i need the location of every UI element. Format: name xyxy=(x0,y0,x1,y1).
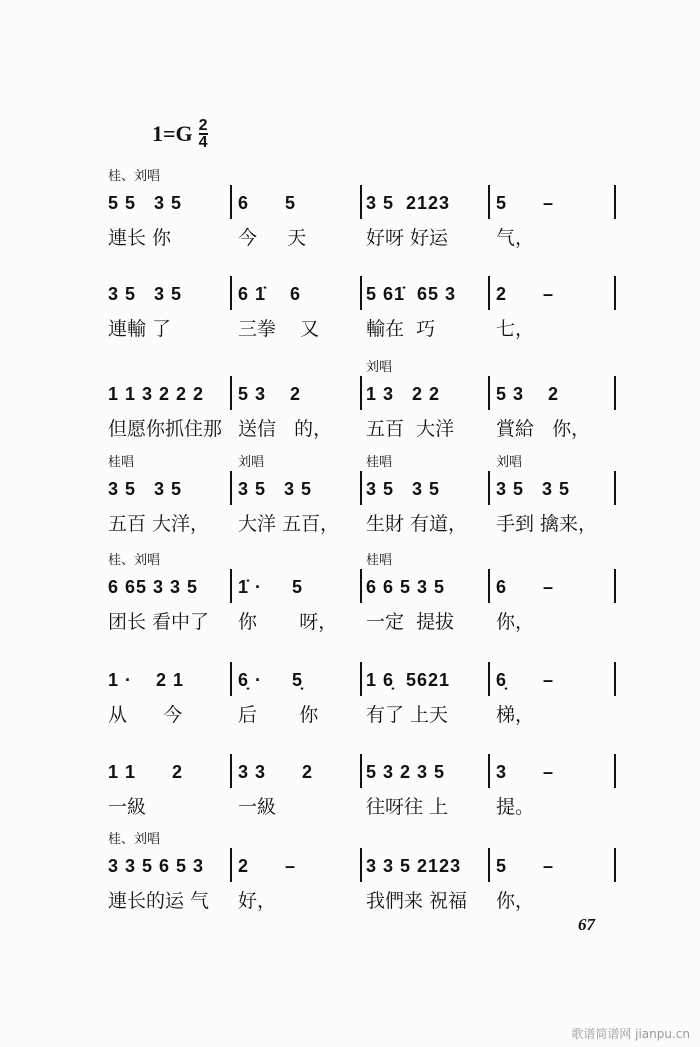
measure-notes: 6 1̇ 6 xyxy=(238,284,302,304)
measure-lyrics: 連长的运 气 xyxy=(108,890,210,912)
barline xyxy=(614,662,616,696)
measure-lyrics: 賞給 你， xyxy=(496,418,591,440)
measure xyxy=(108,284,232,344)
measure xyxy=(496,577,620,637)
measure-notes: 1 6̣ 5621 xyxy=(366,670,451,690)
score-row xyxy=(108,832,628,916)
measure xyxy=(366,193,490,253)
score-row xyxy=(108,670,628,730)
barline xyxy=(230,276,232,310)
measure-notes: 1 1 2 xyxy=(108,762,184,782)
measure-lyrics: 送信 的， xyxy=(238,418,333,440)
measure-lyrics: 輸在 巧 xyxy=(366,318,436,340)
barline xyxy=(614,276,616,310)
measure-lyrics: 团长 看中了 xyxy=(108,611,210,633)
measure-notes: 6 65 3 3 5 xyxy=(108,577,199,597)
measure-notes: 3 5 3 5 xyxy=(496,479,571,499)
measure-notes: 5 3 2 xyxy=(496,384,560,404)
barline xyxy=(614,471,616,505)
measure-lyrics: 五百 大洋， xyxy=(108,513,210,535)
time-signature xyxy=(199,118,208,150)
measure xyxy=(108,577,232,637)
measure-lyrics: 一級 xyxy=(238,796,277,818)
measure-lyrics: 梯， xyxy=(496,704,535,726)
measure-notes: 3 3 2 xyxy=(238,762,314,782)
barline xyxy=(488,754,490,788)
measure-lyrics: 七， xyxy=(496,318,535,340)
barline xyxy=(360,471,362,505)
measure xyxy=(238,762,362,822)
barline xyxy=(488,848,490,882)
barline xyxy=(230,569,232,603)
measure-lyrics: 好呀 好运 xyxy=(366,227,449,249)
measure-notes: 5 61̇ 65 3 xyxy=(366,284,457,304)
measure xyxy=(366,762,490,822)
measure-notes: 1 3 2 2 xyxy=(366,384,441,404)
measure xyxy=(366,479,490,539)
measure-lyrics: 一定 提拔 xyxy=(366,611,455,633)
measure-lyrics: 气， xyxy=(496,227,535,249)
measure-notes: 1 1 3 2 2 2 xyxy=(108,384,205,404)
measure-notes: 3 5 3 5 xyxy=(238,479,313,499)
time-bottom: 4 xyxy=(198,134,208,151)
measure xyxy=(366,284,490,344)
score-row xyxy=(108,169,628,253)
barline xyxy=(488,569,490,603)
barline xyxy=(230,376,232,410)
barline xyxy=(488,662,490,696)
measure-lyrics: 后 你 xyxy=(238,704,319,726)
score-row xyxy=(108,455,628,539)
singer-label: 桂、刘唱 xyxy=(108,832,161,847)
barline xyxy=(230,185,232,219)
measure xyxy=(238,856,362,916)
barline xyxy=(488,276,490,310)
singer-label: 刘唱 xyxy=(238,455,265,470)
measure xyxy=(496,479,620,539)
measure-lyrics: 你 呀， xyxy=(238,611,338,633)
measure-lyrics: 生財 有道， xyxy=(366,513,468,535)
measure xyxy=(108,384,232,444)
measure xyxy=(366,670,490,730)
measure-lyrics: 三拳 又 xyxy=(238,318,320,340)
page-number: 67 xyxy=(578,915,595,934)
singer-label: 桂、刘唱 xyxy=(108,169,161,184)
singer-label: 桂唱 xyxy=(108,455,135,470)
measure xyxy=(108,762,232,822)
measure xyxy=(496,856,620,916)
key-signature xyxy=(152,118,208,150)
measure-lyrics: 大洋 五百， xyxy=(238,513,340,535)
measure xyxy=(496,193,620,253)
barline xyxy=(230,848,232,882)
measure xyxy=(366,856,490,916)
measure-notes: 6 6 5 3 5 xyxy=(366,577,446,597)
measure-notes: 3 – xyxy=(496,762,555,782)
measure-notes: 5 – xyxy=(496,856,555,876)
measure-notes: 6̣ · 5̣ xyxy=(238,670,304,690)
barline xyxy=(614,754,616,788)
measure xyxy=(496,284,620,344)
measure-lyrics: 好， xyxy=(238,890,277,912)
measure-notes: 1̇ · 5 xyxy=(238,577,304,597)
barline xyxy=(360,185,362,219)
singer-label: 桂唱 xyxy=(366,553,393,568)
measure-notes: 2 – xyxy=(496,284,555,304)
barline xyxy=(488,471,490,505)
score-row xyxy=(108,762,628,822)
singer-label: 刘唱 xyxy=(366,360,393,375)
measure-notes: 3 5 3 5 xyxy=(366,479,441,499)
measure-lyrics: 手到 擒来， xyxy=(496,513,598,535)
measure-lyrics: 連长 你 xyxy=(108,227,172,249)
measure xyxy=(496,762,620,822)
measure xyxy=(238,479,362,539)
barline xyxy=(360,662,362,696)
measure xyxy=(108,479,232,539)
measure-lyrics: 我們来 祝福 xyxy=(366,890,468,912)
measure xyxy=(366,577,490,637)
barline xyxy=(360,276,362,310)
measure-notes: 6 5 xyxy=(238,193,297,213)
measure-lyrics: 五百 大洋 xyxy=(366,418,455,440)
watermark: 歌谱简谱网 jianpu.cn xyxy=(571,1027,690,1041)
barline xyxy=(488,376,490,410)
barline xyxy=(360,754,362,788)
score-row xyxy=(108,553,628,637)
barline xyxy=(360,848,362,882)
measure-lyrics: 你， xyxy=(496,890,535,912)
measure-lyrics: 往呀往 上 xyxy=(366,796,449,818)
time-top: 2 xyxy=(198,117,208,134)
measure xyxy=(238,384,362,444)
measure-notes: 2 – xyxy=(238,856,297,876)
score-row xyxy=(108,284,628,344)
measure-notes: 3 5 2123 xyxy=(366,193,451,213)
measure xyxy=(496,670,620,730)
measure-notes: 3 5 3 5 xyxy=(108,284,183,304)
measure-notes: 1 · 2 1 xyxy=(108,670,185,690)
measure xyxy=(108,856,232,916)
measure-lyrics: 但愿你抓住那 xyxy=(108,418,223,440)
barline xyxy=(230,754,232,788)
measure xyxy=(238,670,362,730)
measure-lyrics: 提。 xyxy=(496,796,535,818)
measure xyxy=(238,193,362,253)
measure xyxy=(366,384,490,444)
measure-notes: 3 3 5 2123 xyxy=(366,856,462,876)
barline xyxy=(360,569,362,603)
measure-notes: 3 3 5 6 5 3 xyxy=(108,856,205,876)
score-row xyxy=(108,360,628,444)
measure-notes: 6 – xyxy=(496,577,555,597)
measure xyxy=(496,384,620,444)
measure xyxy=(108,193,232,253)
measure-notes: 3 5 3 5 xyxy=(108,479,183,499)
measure-notes: 5 – xyxy=(496,193,555,213)
barline xyxy=(614,569,616,603)
measure-notes: 5 3 2 3 5 xyxy=(366,762,446,782)
barline xyxy=(230,662,232,696)
measure-notes: 5 3 2 xyxy=(238,384,302,404)
barline xyxy=(614,376,616,410)
measure-lyrics: 你， xyxy=(496,611,535,633)
measure-lyrics: 連輸 了 xyxy=(108,318,172,340)
measure xyxy=(108,670,232,730)
measure-lyrics: 从 今 xyxy=(108,704,183,726)
barline xyxy=(614,185,616,219)
measure xyxy=(238,284,362,344)
measure-notes: 6̣ – xyxy=(496,670,555,690)
measure xyxy=(238,577,362,637)
measure-lyrics: 今 天 xyxy=(238,227,307,249)
measure-lyrics: 有了 上天 xyxy=(366,704,449,726)
barline xyxy=(488,185,490,219)
barline xyxy=(360,376,362,410)
measure-lyrics: 一級 xyxy=(108,796,147,818)
measure-notes: 5 5 3 5 xyxy=(108,193,183,213)
barline xyxy=(230,471,232,505)
key-tonic: 1=G xyxy=(152,121,193,146)
barline xyxy=(614,848,616,882)
singer-label: 桂唱 xyxy=(366,455,393,470)
singer-label: 刘唱 xyxy=(496,455,523,470)
singer-label: 桂、刘唱 xyxy=(108,553,161,568)
